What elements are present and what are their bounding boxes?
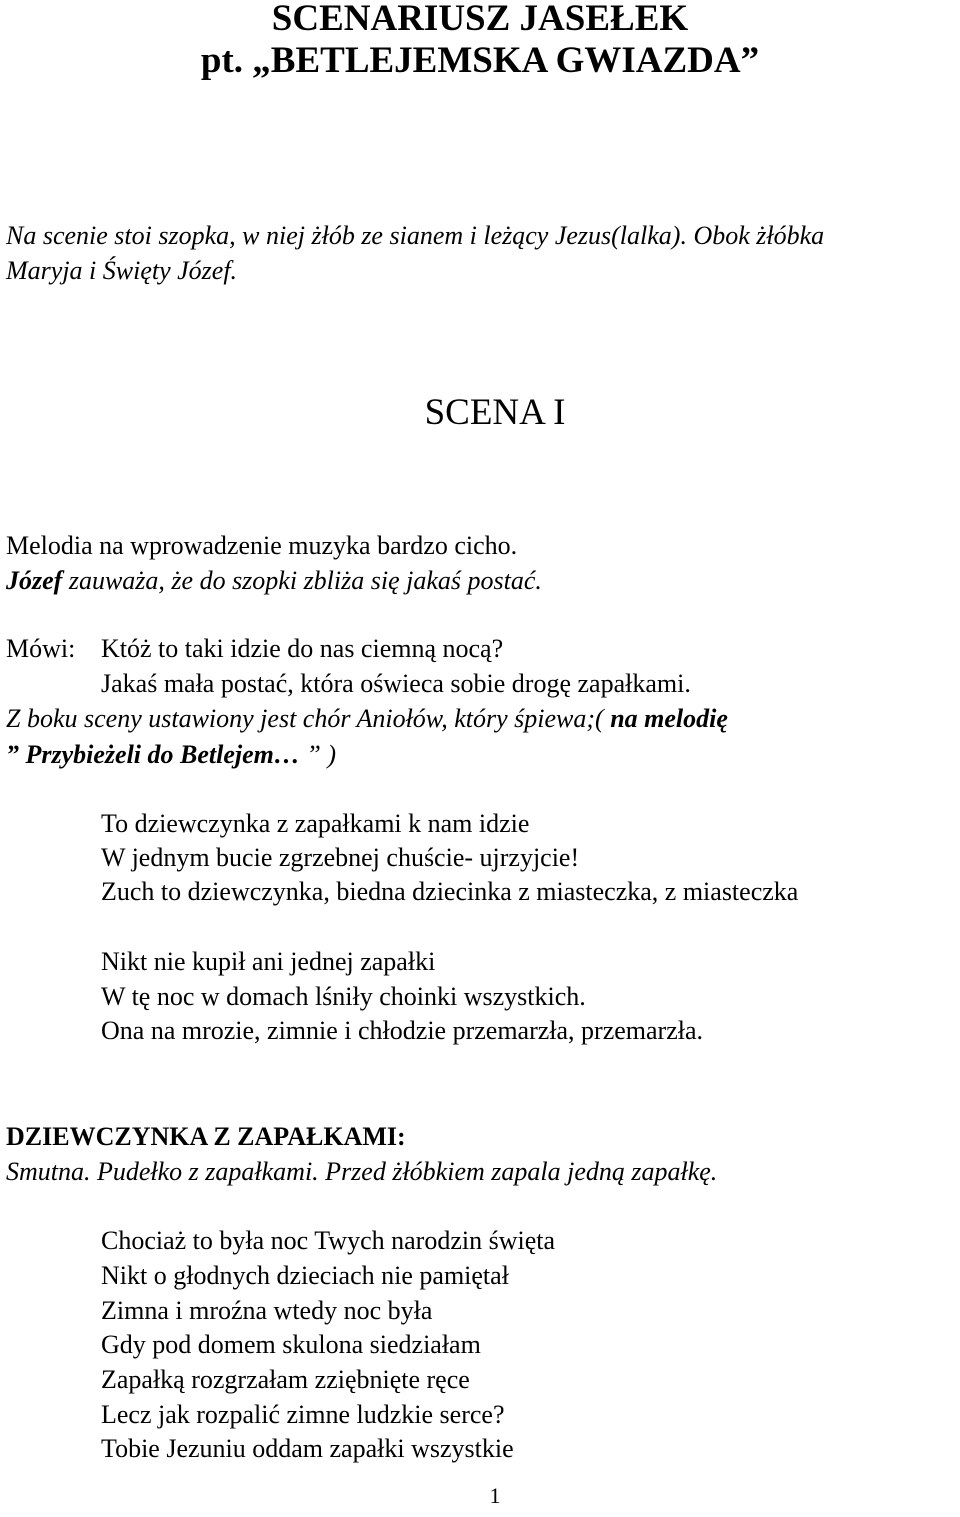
poem-line-3: Zimna i mroźna wtedy noc była: [101, 1296, 433, 1325]
poem-line-4: Gdy pod domem skulona siedziałam: [101, 1330, 481, 1359]
melody-note: Melodia na wprowadzenie muzyka bardzo cicho.: [6, 531, 518, 560]
choir-song-title-line: [6, 740, 336, 770]
scene-heading: SCENA I: [424, 392, 566, 433]
intro-line-2: Maryja i Święty Józef.: [6, 256, 238, 285]
choir-song-close: ” ): [306, 740, 337, 769]
poem-line-1: Chociaż to była noc Twych narodzin święta: [101, 1226, 556, 1255]
song-stanza2-line-1: Nikt nie kupił ani jednej zapałki: [101, 947, 436, 976]
song-stanza2-line-2: W tę noc w domach lśniły choinki wszystkich.: [101, 982, 586, 1011]
choir-stage-direction: [6, 704, 728, 734]
speaks-line-1: Któż to taki idzie do nas ciemną nocą?: [101, 634, 504, 663]
choir-song-open-quote: ”: [6, 740, 26, 769]
jozef-stage-direction: [6, 566, 542, 596]
song-stanza1-line-2: W jednym bucie zgrzebnej chuście- ujrzyjcie!: [101, 843, 580, 872]
document-title: SCENARIUSZ JASEŁEK: [271, 0, 689, 39]
poem-line-7: Tobie Jezuniu oddam zapałki wszystkie: [101, 1434, 514, 1463]
song-stanza1-line-3: Zuch to dziewczynka, biedna dziecinka z miasteczka, z miasteczka: [101, 877, 799, 906]
song-stanza2-line-3: Ona na mrozie, zimnie i chłodzie przemarzła, przemarzła.: [101, 1016, 704, 1045]
character-heading: DZIEWCZYNKA Z ZAPAŁKAMI:: [6, 1122, 406, 1151]
speaks-line-2: Jakaś mała postać, która oświeca sobie drogę zapałkami.: [101, 669, 691, 698]
jozef-name: Józef: [6, 566, 63, 595]
page-number: 1: [489, 1483, 501, 1508]
speaks-label: Mówi:: [6, 634, 76, 663]
poem-line-2: Nikt o głodnych dzieciach nie pamiętał: [101, 1261, 509, 1290]
choir-note: Z boku sceny ustawiony jest chór Aniołów, który śpiewa;(: [6, 704, 611, 733]
intro-line-1: Na scenie stoi szopka, w niej żłób ze sianem i leżący Jezus(lalka). Obok żłóbka: [6, 221, 825, 250]
poem-line-5: Zapałką rozgrzałam zziębnięte ręce: [101, 1365, 470, 1394]
poem-line-6: Lecz jak rozpalić zimne ludzkie serce?: [101, 1400, 505, 1429]
jozef-action: zauważa, że do szopki zbliża się jakaś postać.: [62, 566, 542, 595]
document-subtitle: pt. „BETLEJEMSKA GWIAZDA”: [200, 40, 760, 81]
song-stanza1-line-1: To dziewczynka z zapałkami k nam idzie: [101, 809, 530, 838]
choir-melody-label: na melodię: [610, 704, 728, 733]
choir-song-title: Przybieżeli do Betlejem…: [25, 740, 307, 769]
girl-stage-direction: Smutna. Pudełko z zapałkami. Przed żłóbkiem zapala jedną zapałkę.: [6, 1157, 718, 1186]
